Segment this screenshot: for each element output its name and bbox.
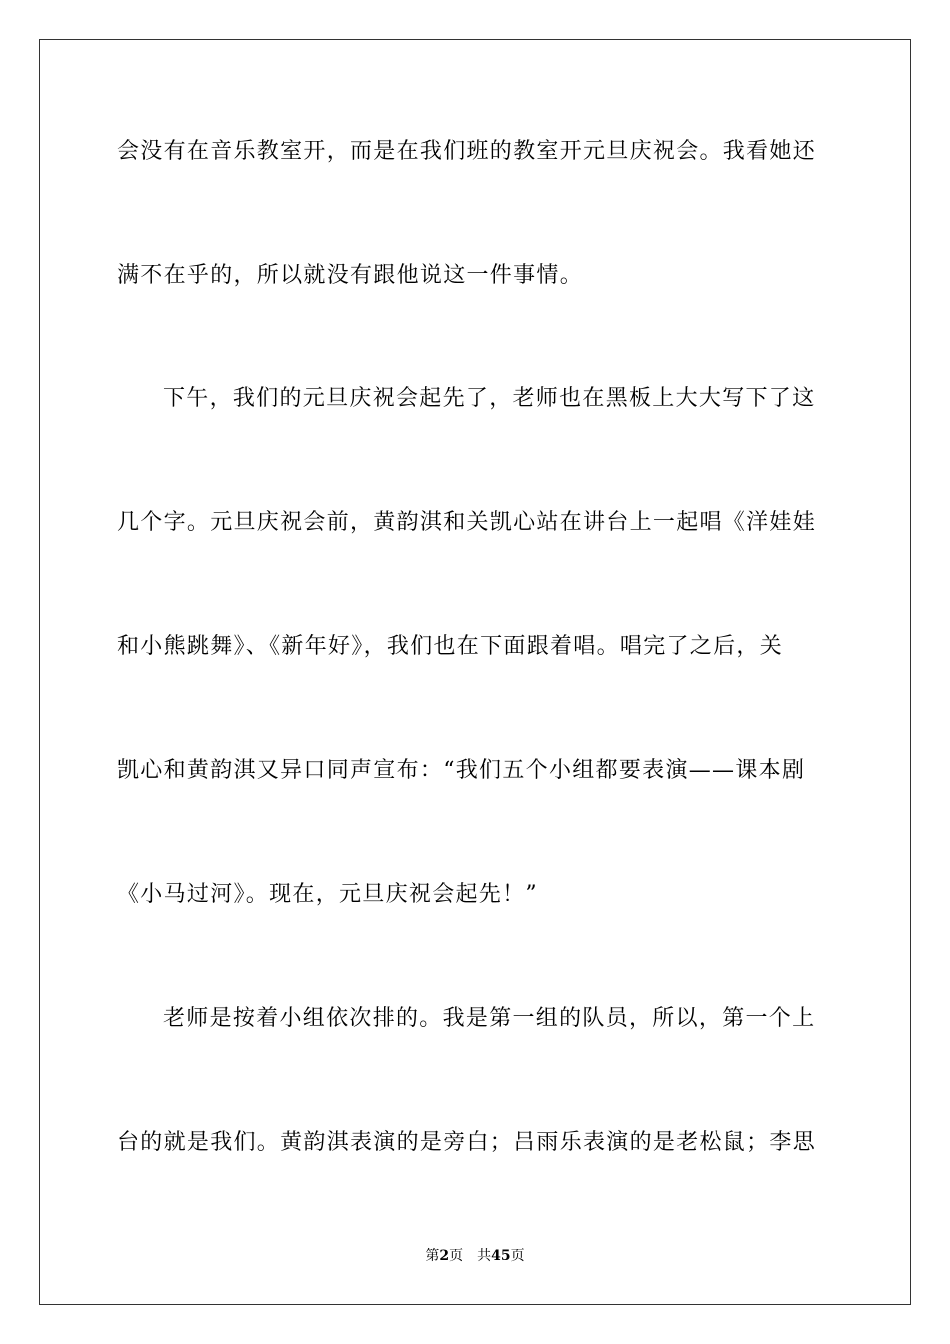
page-prefix: 第 (425, 1248, 440, 1264)
text-line-7: 《小马过河》。现在，元旦庆祝会起先！” (117, 882, 538, 907)
text-line-6: 凯心和黄韵淇又异口同声宣布：“我们五个小组都要表演——课本剧 (117, 758, 806, 783)
text-line-8: 老师是按着小组依次排的。我是第一组的队员，所以，第一个上 (163, 1006, 816, 1031)
text-line-9: 台的就是我们。黄韵淇表演的是旁白；吕雨乐表演的是老松鼠；李思 (117, 1130, 817, 1155)
text-line-4: 几个字。元旦庆祝会前，黄韵淇和关凯心站在讲台上一起唱《洋娃娃 (117, 510, 817, 535)
text-line-1: 会没有在音乐教室开，而是在我们班的教室开元旦庆祝会。我看她还 (117, 139, 817, 164)
page-border (39, 39, 911, 1305)
text-line-3: 下午，我们的元旦庆祝会起先了，老师也在黑板上大大写下了这 (163, 386, 816, 411)
text-line-2: 满不在乎的，所以就没有跟他说这一件事情。 (117, 263, 584, 288)
page-footer (0, 1247, 950, 1265)
page-suffix: 页 (449, 1248, 464, 1264)
total-prefix: 共 (477, 1248, 492, 1264)
page-number: 2 (439, 1248, 450, 1264)
text-line-5: 和小熊跳舞》、《新年好》，我们也在下面跟着唱。唱完了之后，关 (117, 634, 784, 659)
total-suffix: 页 (510, 1248, 525, 1264)
total-pages: 45 (491, 1248, 511, 1264)
